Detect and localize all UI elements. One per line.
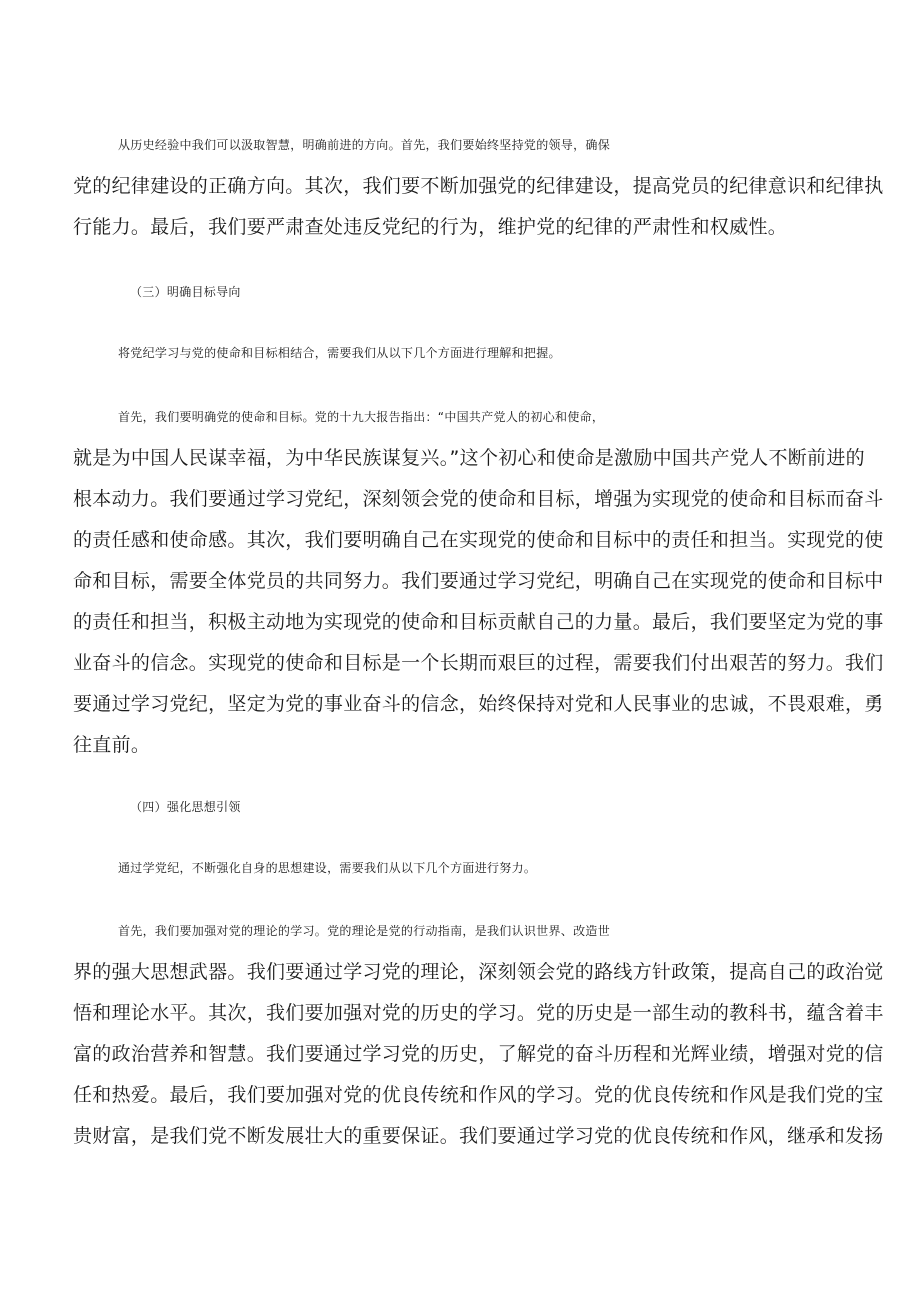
section-heading-four: （四）强化思想引领	[130, 800, 241, 814]
paragraph-mission-line: 要通过学习党纪，坚定为党的事业奋斗的信念，始终保持对党和人民事业的忠诚，不畏艰难，勇	[73, 693, 884, 715]
paragraph-theory-line: 界的强大思想武器。我们要通过学习党的理论，深刻领会党的路线方针政策，提高自己的政治觉	[73, 961, 884, 983]
paragraph-theory-first-line: 首先，我们要加强对党的理论的学习。党的理论是党的行动指南，是我们认识世界、改造世	[118, 924, 611, 938]
paragraph-mission-first-line: 首先，我们要明确党的使命和目标。党的十九大报告指出：“中国共产党人的初心和使命，	[118, 410, 605, 424]
paragraph-theory-line: 贵财富，是我们党不断发展壮大的重要保证。我们要通过学习党的优良传统和作风，继承和发扬	[73, 1125, 884, 1147]
paragraph-theory-line: 任和热爱。最后，我们要加强对党的优良传统和作风的学习。党的优良传统和作风是我们党的宝	[73, 1084, 884, 1106]
paragraph-mission-line: 业奋斗的信念。实现党的使命和目标是一个长期而艰巨的过程，需要我们付出艰苦的努力。我们	[73, 652, 884, 674]
section-heading-three: （三）明确目标导向	[130, 285, 241, 299]
paragraph-lesson-first-line: 从历史经验中我们可以汲取智慧，明确前进的方向。首先，我们要始终坚持党的领导，确保	[118, 138, 611, 152]
paragraph-mission-line: 命和目标，需要全体党员的共同努力。我们要通过学习党纪，明确自己在实现党的使命和目标中	[73, 570, 884, 592]
paragraph-mission-last-line: 往直前。	[73, 734, 151, 756]
paragraph-mission-line: 就是为中国人民谋幸福，为中华民族谋复兴。”这个初心和使命是激励中国共产党人不断前进的	[73, 447, 865, 469]
paragraph-lesson-line: 行能力。最后，我们要严肃查处违反党纪的行为，维护党的纪律的严肃性和权威性。	[73, 216, 788, 238]
paragraph-mission-line: 根本动力。我们要通过学习党纪，深刻领会党的使命和目标，增强为实现党的使命和目标而奋斗	[73, 488, 884, 510]
paragraph-goal-intro: 将党纪学习与党的使命和目标相结合，需要我们从以下几个方面进行理解和把握。	[118, 346, 561, 360]
paragraph-thought-intro: 通过学党纪，不断强化自身的思想建设，需要我们从以下几个方面进行努力。	[118, 861, 537, 875]
paragraph-mission-line: 的责任感和使命感。其次，我们要明确自己在实现党的使命和目标中的责任和担当。实现党的使	[73, 529, 884, 551]
paragraph-theory-line: 富的政治营养和智慧。我们要通过学习党的历史，了解党的奋斗历程和光辉业绩，增强对党的信	[73, 1043, 884, 1065]
paragraph-mission-line: 的责任和担当，积极主动地为实现党的使命和目标贡献自己的力量。最后，我们要坚定为党的事	[73, 611, 884, 633]
paragraph-lesson-line: 党的纪律建设的正确方向。其次，我们要不断加强党的纪律建设，提高党员的纪律意识和纪律执	[73, 175, 884, 197]
paragraph-theory-line: 悟和理论水平。其次，我们要加强对党的历史的学习。党的历史是一部生动的教科书，蕴含着丰	[73, 1002, 884, 1024]
